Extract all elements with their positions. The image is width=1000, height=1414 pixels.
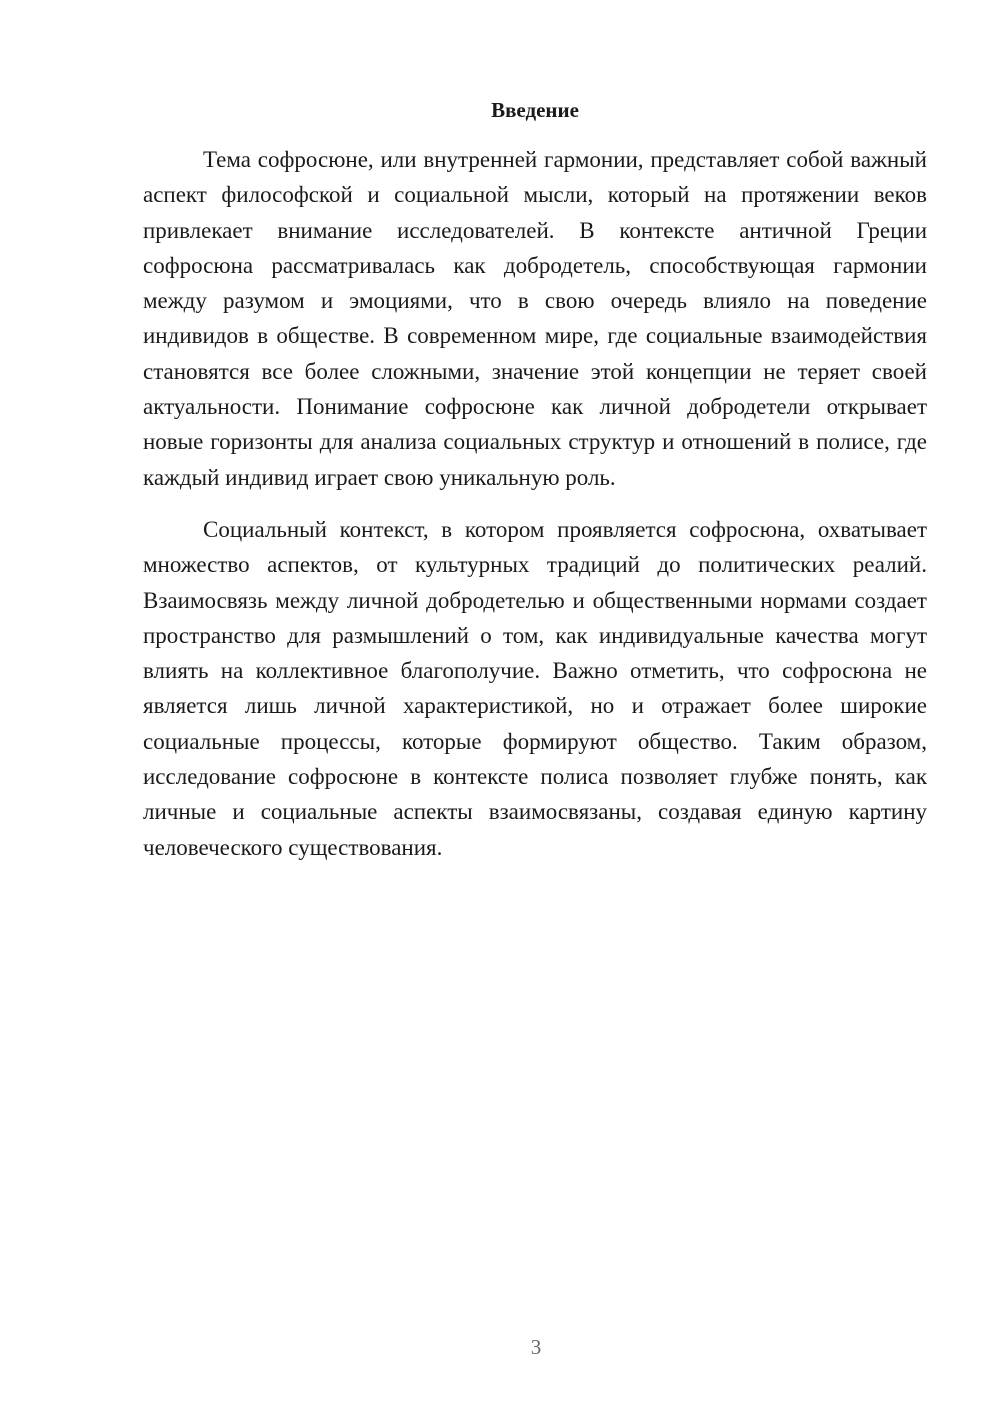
- section-heading: Введение: [491, 98, 579, 122]
- page-number: 3: [530, 1335, 542, 1359]
- paragraph-1: Тема софросюне, или внутренней гармонии, представляет собой важный аспект философской и социальной мысли, который на протяжении веков привлекает внимание исследователей. В контексте античной Греции софросюна рассматривалась как добродетель, способствующая гармонии между разумом и эмоциями, что в свою очередь влияло на поведение индивидов в обществе. В современном мире, где социальные взаимодействия становятся все более сложными, значение этой концепции не теряет своей актуальности. Понимание софросюне как личной добродетели открывает новые горизонты для анализа социальных структур и отношений в полисе, где каждый индивид играет свою уникальную роль.: [143, 147, 927, 490]
- page-content: [143, 94, 927, 865]
- paragraph-2: Социальный контекст, в котором проявляется софросюна, охватывает множество аспектов, от культурных традиций до политических реалий. Взаимосвязь между личной добродетелью и общественными нормами создает пространство для размышлений о том, как индивидуальные качества могут влиять на коллективное благополучие. Важно отметить, что софросюна не является лишь личной характеристикой, но и отражает более широкие социальные процессы, которые формируют общество. Таким образом, исследование софросюне в контексте полиса позволяет глубже понять, как личные и социальные аспекты взаимосвязаны, создавая единую картину человеческого существования.: [143, 516, 927, 860]
